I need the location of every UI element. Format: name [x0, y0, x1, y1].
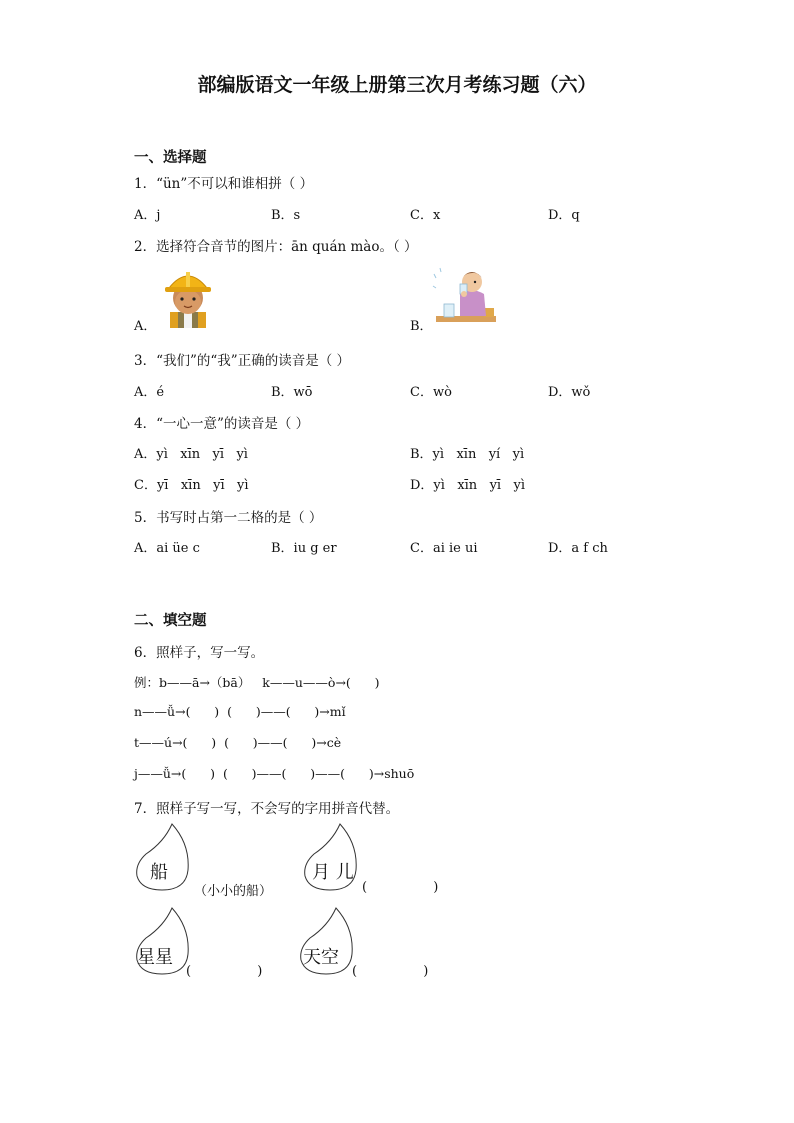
q6-line-1[interactable]: n——ǚ→( ) ( )——( )→mǐ — [134, 704, 346, 719]
q3-option-d[interactable]: D．wǒ — [548, 385, 591, 400]
q6-line-2[interactable]: t——ú→( ) ( )——( )→cè — [134, 735, 342, 750]
section-heading-choice: 一、选择题 — [134, 150, 207, 166]
drop-word-tiankong: 天空 — [303, 947, 339, 968]
q5-option-d[interactable]: D．a f ch — [548, 541, 608, 556]
drop-answer-yueer[interactable]: ( ) — [362, 880, 439, 895]
question-5: 5．书写时占第一二格的是（ ） — [134, 510, 323, 526]
drop-word-yueer: 月 儿 — [312, 862, 354, 883]
q6-line-3[interactable]: j——ǚ→( ) ( )——( )——( )→shuō — [134, 766, 415, 781]
q6-example-line: 例：b——ā→（bā） k——u——ò→( ) — [134, 675, 380, 690]
question-3: 3．“我们”的“我”正确的读音是（ ） — [134, 353, 350, 369]
q4-option-c[interactable]: C．yī xīn yī yì — [134, 478, 249, 493]
q5-option-c[interactable]: C．ai ie ui — [410, 541, 478, 556]
q2-option-b[interactable]: B． — [410, 319, 433, 334]
question-4: 4．“一心一意”的读音是（ ） — [134, 416, 310, 432]
q1-option-d[interactable]: D．q — [548, 208, 580, 223]
section-heading-fill: 二、填空题 — [134, 613, 207, 629]
q4-option-a[interactable]: A．yì xīn yī yì — [134, 447, 248, 462]
q2-option-a[interactable]: A． — [134, 319, 157, 334]
question-1: 1．“ün”不可以和谁相拼（ ） — [134, 176, 314, 192]
question-6: 6．照样子，写一写。 — [134, 645, 265, 661]
q3-option-a[interactable]: A．é — [134, 385, 165, 400]
drop-answer-xingxing[interactable]: ( ) — [186, 964, 263, 979]
q3-option-b[interactable]: B．wō — [271, 385, 313, 400]
q1-option-c[interactable]: C．x — [410, 208, 441, 223]
q3-option-c[interactable]: C．wò — [410, 385, 452, 400]
q1-option-b[interactable]: B．s — [271, 208, 301, 223]
worker-helmet-image[interactable] — [160, 266, 216, 328]
q5-option-b[interactable]: B．iu g er — [271, 541, 337, 556]
q4-option-d[interactable]: D．yì xīn yī yì — [410, 478, 525, 493]
q1-option-a[interactable]: A．j — [134, 208, 161, 223]
drop-word-chuan: 船 — [150, 862, 168, 883]
q5-option-a[interactable]: A．ai üe c — [134, 541, 200, 556]
drop-answer-chuan: （小小的船） — [194, 884, 273, 899]
drop-answer-tiankong[interactable]: ( ) — [352, 964, 429, 979]
question-2: 2．选择符合音节的图片：ān quán mào。（ ） — [134, 239, 418, 255]
question-7: 7．照样子写一写，不会写的字用拼音代替。 — [134, 801, 400, 817]
q4-option-b[interactable]: B．yì xīn yí yì — [410, 447, 525, 462]
child-drinking-image[interactable] — [430, 264, 498, 326]
page-title: 部编版语文一年级上册第三次月考练习题（六） — [197, 74, 597, 96]
drop-word-xingxing: 星星 — [137, 947, 173, 968]
